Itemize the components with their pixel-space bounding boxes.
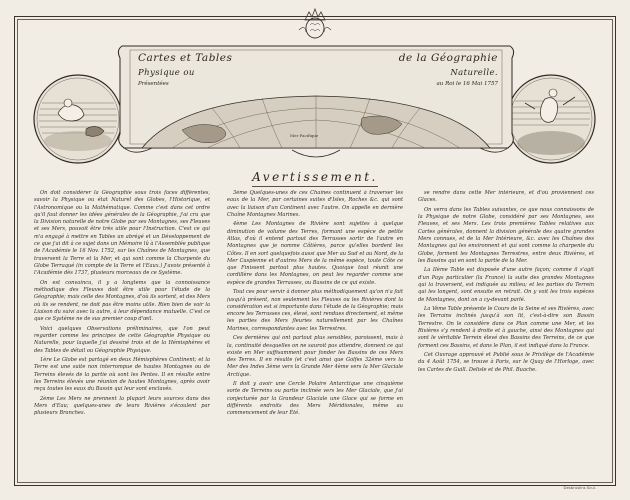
cartouche-title xyxy=(138,52,498,66)
paragraph: Voici quelques Observations préliminaires, que l'on peut regarder comme les principes de cette Géographie Physique ou Naturelle, pour laquelle j'ai dessiné trois et de la Hémisphères et des Tables de détail ou Géographie Physique. xyxy=(34,325,210,354)
subtitle-left: Physique ou xyxy=(138,68,195,78)
presented-label: Présentées xyxy=(138,81,169,87)
royal-crest-icon xyxy=(295,6,335,42)
left-medallion-illustration xyxy=(32,73,124,165)
subtitle-right: Naturelle. xyxy=(450,68,498,78)
paragraph: On verra dans les Tables suivantes, ce que nous connaissons de la Physique de notre Globe, considéré par ses Montagnes, ses Fleuves, et ses Mers. Les trois premières Tables relatives aux Cartes générales, donnent la division générale des quatre grandes Mers connues, et de la Mer Intérieure, &c. avec les Chaînes des Montagnes qui les environnent et qui sont comme la charpente du Globe, forment les Montagnes Terrestres, entre deux Rivières, et les Bassins qui en sont la partie de la Mer. xyxy=(418,206,594,264)
text-column-2 xyxy=(227,190,403,478)
cartouche-presentation-line xyxy=(138,81,498,91)
paragraph: 3ème Quelques-unes de ces Chaînes continuent à traverser les eaux de la Mer, par certaines suites d'Isles, Roches &c. qui sont avec la liaison d'un Continent avec l'autre. On appelle en dernière Chaîne Montagnes Marines. xyxy=(227,190,403,218)
paragraph: On doit considérer la Géographie sous trois faces différentes, savoir la Physique ou état Naturel des Globes, l'Historique, et l'Astronomique ou la Mathématique. Comme c'est dans cet ordre qu'il faut donner les idées générales de la Géographie, j'ai cru que la Division naturelle de notre Globe par ses Montagnes, ses Fleuves et ses Mers, pouvoit être très utile pour l'Instruction. C'est ce qui m'a engagé à mettre en Tables un abrégé et un Développement de ce que j'ai dit à ce sujet dans un Mémoire lû à l'Assemblée publique de l'Académie le 16 Nov. 1752, sur les Chaînes de Montagnes, que traversent la Terre et la Mer, et qui sont comme la Charpente du Globe Terraqué (in compte de la Terre et l'Eaux.) J'avois présenté à l'Académie dès 1737, plusieurs morceaux de ce Système. xyxy=(34,190,210,277)
heading-rule xyxy=(252,186,378,187)
presented-date: au Roi le 16 Mai 1757 xyxy=(436,81,498,87)
text-column-3 xyxy=(418,190,594,478)
cartouche-subtitle xyxy=(138,68,498,80)
globe-label: Mer Pacifique xyxy=(290,133,319,138)
paragraph: 2ème Les Mers ne prennent la plupart leurs sources dans des Mers d'Eau; quelques-unes de leurs Rivières s'écoulent par plusieurs Branches. xyxy=(34,395,210,417)
paragraph: Tout ces pour servir à donner plus méthodiquement qu'on n'a fait jusqu'à présent, non seulement les Fleuves ou les Rivières dont la considération est si importante dans l'étude de la Géographie; mais encore les Terrasses ces, élevé, sont rendues directement, et même les parties des Mers fleuries naturellement par les Chaînes Marines, correspondantes avec les Terrestres. xyxy=(227,289,403,332)
paragraph: 4ème Les Montagnes de Rivière sont sujettes à quelque diminution de volume des Terres, formant une espèce de petite Atlas, d'où il entend partout des Terrasses sortir de l'autre en Montagnes que je nomme Côtières, parce qu'elles bordent les Côtes. Il en sort quelquefois aussi que Mer au Sud et au Nord, de la Mer Caspienne et d'autres Mers de la même espèce, toute Côte ce que Finissent partout plus hautes. Quoique tout réunit une cordillère dans les Montagnes, on peut les regarder comme une espèce de grandes Terrasses, ou Bassins de ce qui existe. xyxy=(227,221,403,286)
paragraph: se rendre dans cette Mer intérieure, et d'où proviennent ces Glaces. xyxy=(418,190,594,204)
paragraph: Il doit y avoir une Cercle Polaire Antarctique une cinquième sorte de Terreins ou partie inclinée vers les Mer Glaciale, que j'ai conjecturée par la Grandeur Glaciale une Glace qui se forme en différents endroits des Mers Méridionales, même au commencement de leur Été. xyxy=(227,381,403,417)
paragraph: La IIème Table est disposée d'une autre façon; comme il s'agit d'un Pays particulier (la France) la suite des grandes Montagnes qui la traversent, est indiquée au milieu; et les parties du Terrein qui les longent, sont ensuite en retrait. On y voit les trois espèces de Montagnes, dont on a cy-devant parlé. xyxy=(418,267,594,303)
paragraph: On est convaincu, il y a longtems que la connoissance méthodique des Fleuves doit être utile pour l'étude de la Géographie; mais celle des Montagnes, d'où ils sortent, et des Mers où ils se rendent, ne doit pas être moins utile. Rien bien de voir la Liaison du suivi avec la autre, à leur dépendance mutuelle. C'est ce que ce Système ne de sus premier coup d'œil. xyxy=(34,279,210,323)
paragraph: Ces dernières qui ont partout plus sensibles, paroissent, mais à la, continuité desquelles on ne sauroit pas attendre, donnent ce qui existe en Mer suffisamment pour fonder les Bassins de ces Mers des Terres. Il en résulte (et c'est ainsi que Golfes 32ème vers la Mer des Indes 3ème vers la Grande Mer 4ème vers la Mer Glaciale Arctique. xyxy=(227,335,403,378)
title-right: de la Géographie xyxy=(398,52,498,64)
paragraph: 1ère Le Globe est partagé en deux Hémisphères Continent; et la Terre est une suite non interrompue de hautes Montagnes ou de Terreins élevés de la partie où sont les Pentes. Il en résulte entre les Terreins élevés une réunion de hautes Montagnes, après avoir reçu toutes les eaux du Bassin qui leur sont enclavés. xyxy=(34,357,210,393)
paragraph: La Vème Table présente le Cours de la Seine et ses Rivières, avec les Terrains inclinés jusqu'à son lit, c'est-à-dire son Bassin Terrestre. On le considère dans ce Plan comme une Mer, et les Rivières s'y rendent à droite et à gauche, ainsi des Montagnes qui sont le véritable Terrein élevé des Bassins des Terreins, de ce que forment ces Bassins, et dans le Plan, il est indiqué dans la France. xyxy=(418,306,594,349)
text-column-1 xyxy=(34,190,210,478)
section-heading: Avertissement. xyxy=(252,170,378,184)
paragraph: Cet Ouvrage approuvé et Publié sous le Privilège de l'Académie du 4 Août 1754, se trouve à Paris, sur le Quay de l'Horloge, avec les Cartes de Guill. Delisle et de Phil. Buache. xyxy=(418,351,594,373)
engraver-credit: Desbruslins Scul. xyxy=(563,485,596,490)
title-left: Cartes et Tables xyxy=(138,52,233,64)
